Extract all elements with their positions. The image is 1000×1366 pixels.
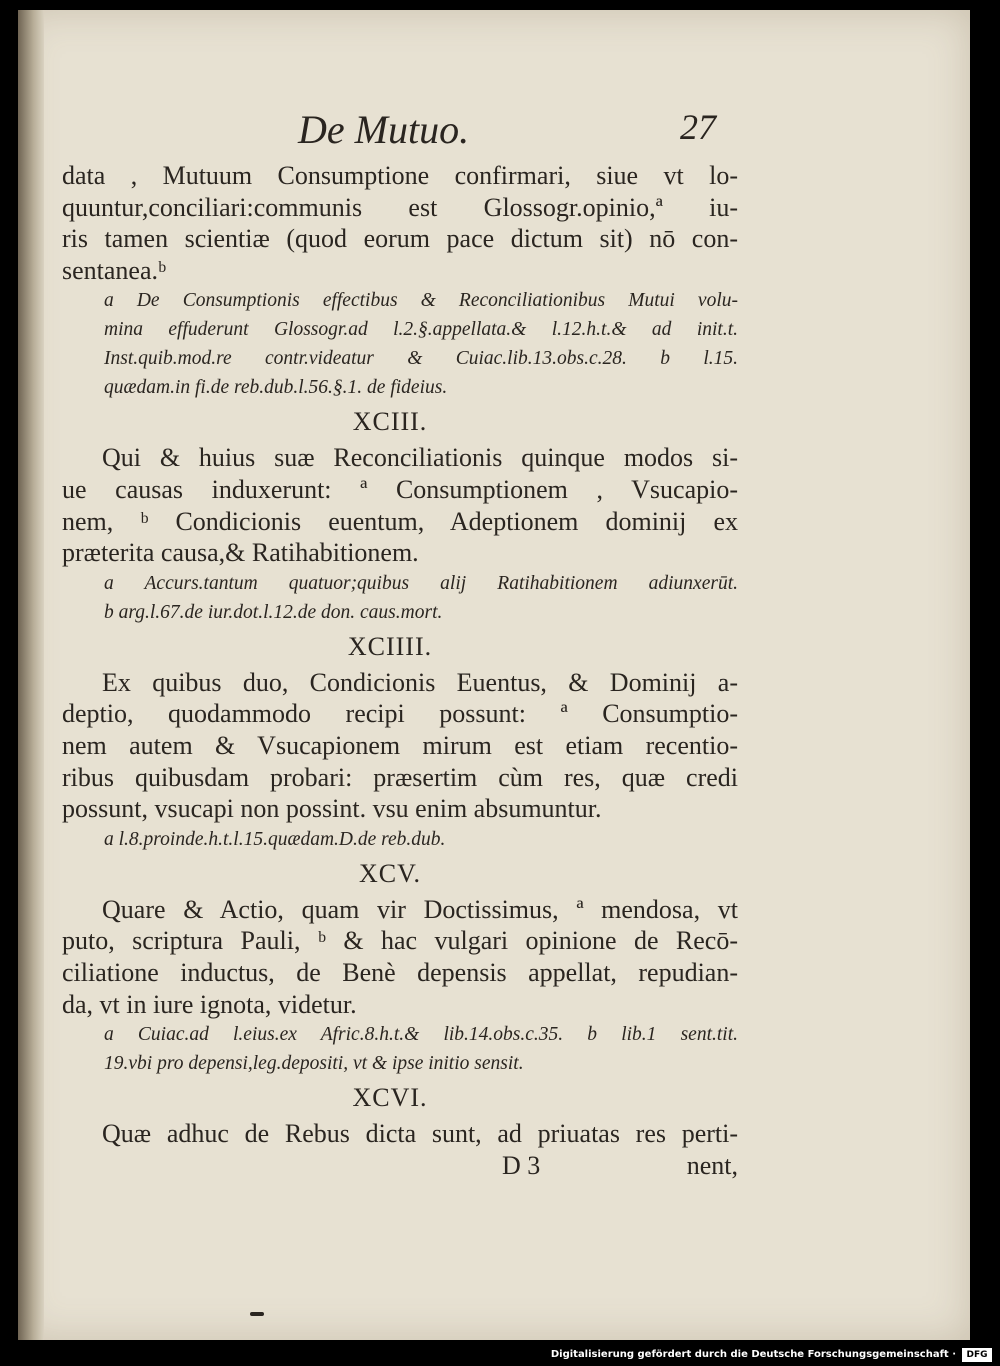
body-text-line: Quæ adhuc de Rebus dicta sunt, ad priuatas res perti- bbox=[102, 1119, 738, 1149]
body-text-line: sentanea.ᵇ bbox=[62, 255, 167, 285]
dfg-logo: DFG bbox=[962, 1348, 992, 1362]
footnote-line: a Accurs.tantum quatuor;quibus alij Ratihabitionem adiunxerūt. bbox=[104, 572, 738, 594]
running-title: De Mutuo. bbox=[298, 107, 470, 152]
body-text-line: data , Mutuum Consumptione confirmari, siue vt lo- bbox=[62, 161, 738, 190]
body-text-line: puto, scriptura Pauli, ᵇ & hac vulgari opinione de Recō- bbox=[62, 926, 738, 956]
signature-mark: D 3 bbox=[502, 1150, 541, 1180]
section-number: XCIIII. bbox=[347, 631, 433, 661]
footnote-line: mina effuderunt Glossogr.ad l.2.§.appellata.& l.12.h.t.& ad init.t. bbox=[104, 319, 738, 341]
body-lines bbox=[62, 160, 738, 1150]
footnote-line: a Cuiac.ad l.eius.ex Afric.8.h.t.& lib.14.obs.c.35. b lib.1 sent.tit. bbox=[104, 1024, 738, 1046]
credit-text: Digitalisierung gefördert durch die Deutsche Forschungsgemeinschaft · bbox=[550, 1349, 956, 1360]
section-number: XCVI. bbox=[352, 1083, 428, 1113]
text-block bbox=[62, 160, 738, 1181]
body-text-line: deptio, quodammodo recipi possunt: ª Consumptio- bbox=[62, 699, 738, 729]
body-text-line: Qui & huius suæ Reconciliationis quinque modos si- bbox=[102, 443, 738, 473]
body-text-line: possunt, vsucapi non possint. vsu enim absumuntur. bbox=[62, 794, 602, 824]
body-text-line: nem autem & Vsucapionem mirum est etiam recentio- bbox=[62, 730, 738, 760]
digitization-footer bbox=[0, 1346, 1000, 1366]
body-text-line: ue causas induxerunt: ª Consumptionem , Vsucapio- bbox=[62, 474, 738, 504]
ink-speck bbox=[250, 1312, 264, 1316]
body-text-line: Ex quibus duo, Condicionis Euentus, & Dominij a- bbox=[102, 667, 738, 697]
body-text-line: nem, ᵇ Condicionis euentum, Adeptionem dominij ex bbox=[62, 506, 738, 536]
page-header bbox=[18, 106, 970, 156]
footnote-line: 19.vbi pro depensi,leg.depositi, vt & ipse initio sensit. bbox=[104, 1053, 524, 1075]
body-text-line: ribus quibusdam probari: præsertim cùm res, quæ credi bbox=[62, 762, 738, 792]
page-number: 27 bbox=[680, 107, 716, 147]
body-text-line: ris tamen scientiæ (quod eorum pace dictum sit) nō con- bbox=[62, 224, 738, 254]
section-number: XCV. bbox=[358, 858, 422, 888]
body-text-line: quuntur,conciliari:communis est Glossogr.opinio,ª iu- bbox=[62, 192, 738, 222]
footnote-line: a De Consumptionis effectibus & Reconciliationibus Mutui volu- bbox=[104, 290, 738, 312]
body-text-line: da, vt in iure ignota, videtur. bbox=[62, 989, 357, 1019]
section-number: XCIII. bbox=[352, 407, 428, 437]
footer-line bbox=[62, 1150, 738, 1181]
footnote-line: quædam.in fi.de reb.dub.l.56.§.1. de fideius. bbox=[104, 377, 448, 399]
footnote-line: Inst.quib.mod.re contr.videatur & Cuiac.lib.13.obs.c.28. b l.15. bbox=[104, 348, 738, 370]
body-text-line: Quare & Actio, quam vir Doctissimus, ª mendosa, vt bbox=[102, 894, 738, 924]
book-page bbox=[18, 10, 970, 1340]
footnote-line: b arg.l.67.de iur.dot.l.12.de don. caus.mort. bbox=[104, 601, 443, 623]
page-gutter bbox=[18, 10, 44, 1340]
body-text-line: præterita causa,& Ratihabitionem. bbox=[62, 538, 419, 568]
catchword: nent, bbox=[686, 1150, 738, 1180]
footnote-line: a l.8.proinde.h.t.l.15.quædam.D.de reb.dub. bbox=[104, 828, 446, 850]
body-text-line: ciliatione inductus, de Benè depensis appellat, repudian- bbox=[62, 957, 738, 987]
